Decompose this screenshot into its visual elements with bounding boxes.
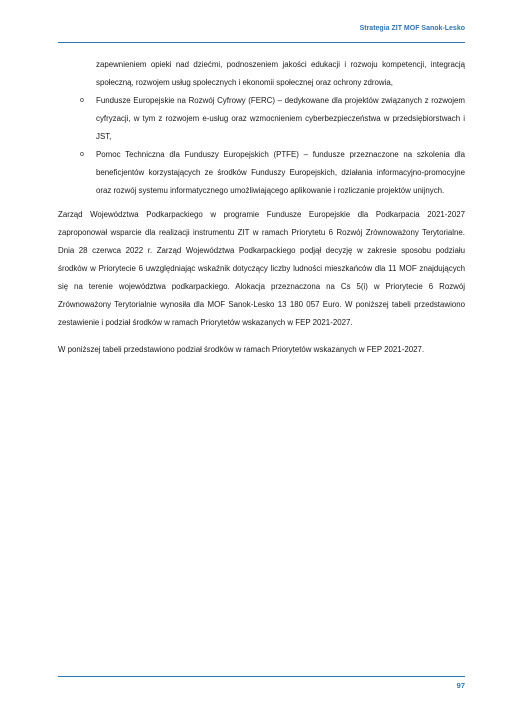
bullet-list	[58, 92, 465, 200]
header-title: Strategia ZIT MOF Sanok-Lesko	[359, 25, 465, 32]
bullet-icon: o	[80, 97, 84, 104]
footer-divider	[58, 676, 465, 677]
body-paragraph: Zarząd Województwa Podkarpackiego w programie Fundusze Europejskie dla Podkarpacia 2021-2027 zaproponował wsparcie dla realizacji instrumentu ZIT w ramach Priorytetu 6 Rozwój Zrównoważony Terytorialne. Dnia 28 czerwca 2022 r. Zarząd Województwa Podkarpackiego podjął decyzję w zakresie sposobu podziału środków w Priorytecie 6 uwzględniając wskaźnik dotyczący liczby ludności mieszkańców dla 11 MOF znajdujących się na terenie województwa podkarpackiego. Alokacja przeznaczona na Cs 5(i) w Priorytecie 6 Rozwój Zrównoważony Terytorialnie wynosiła dla MOF Sanok-Lesko 13 180 057 Euro. W poniższej tabeli przedstawiono zestawienie i podział środków w ramach Priorytetów wskazanych w FEP 2021-2027.	[58, 210, 465, 327]
list-item	[58, 146, 465, 200]
body-paragraph: W poniższej tabeli przedstawiono podział środków w ramach Priorytetów wskazanych w FEP 2021-2027.	[58, 345, 425, 354]
page-content	[58, 56, 465, 359]
list-item-text: Pomoc Techniczna dla Funduszy Europejskich (PTFE) – fundusze przeznaczone na szkolenia dla beneficjentów korzystających ze środków Funduszy Europejskich, działania informacyjno-promocyjne oraz rozwój systemu informatycznego umożliwiającego aplikowanie i rozliczanie projektów unijnych.	[96, 150, 465, 195]
page-number: 97	[456, 681, 465, 690]
bullet-icon: o	[80, 151, 84, 158]
list-item-text: Fundusze Europejskie na Rozwój Cyfrowy (FERC) – dedykowane dla projektów związanych z rozwojem cyfryzacji, w tym z rozwojem e-usług oraz wzmocnieniem cyberbezpieczeństwa w przedsiębiorstwach i JST,	[96, 96, 465, 141]
list-item-continuation: zapewnieniem opieki nad dziećmi, podnoszeniem jakości edukacji i rozwoju kompetencji, integracją społeczną, rozwojem usług społecznych i ekonomii społecznej oraz ochrony zdrowia,	[96, 60, 465, 87]
list-item	[58, 92, 465, 146]
header-divider	[58, 42, 465, 43]
